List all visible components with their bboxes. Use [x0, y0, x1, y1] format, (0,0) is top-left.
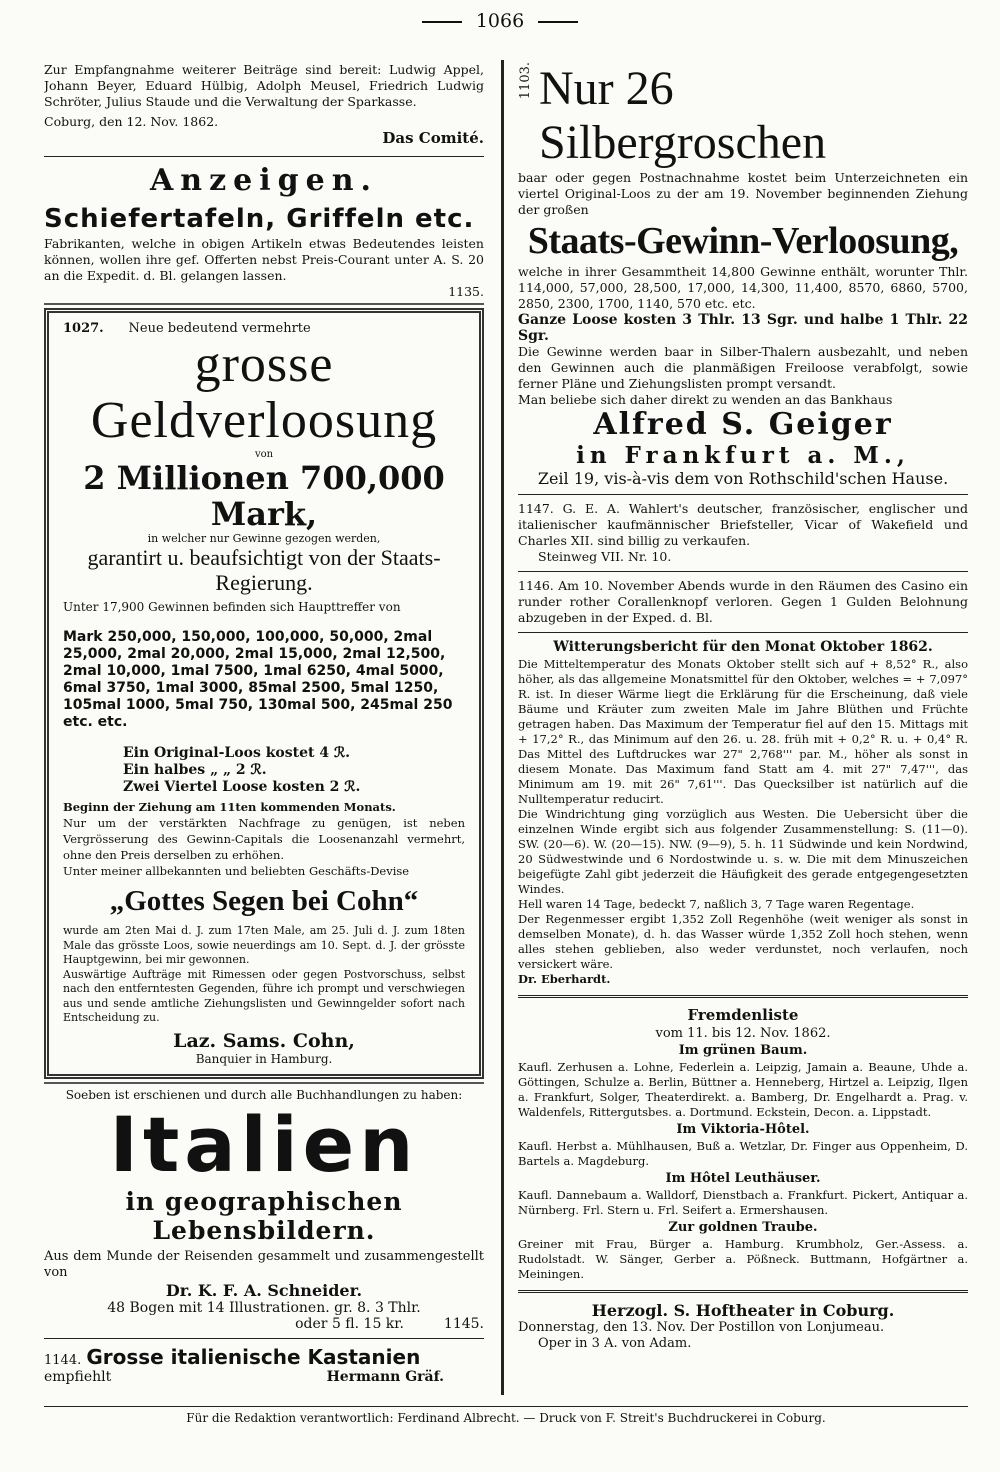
theater-line-1: Donnerstag, den 13. Nov. Der Postillon von Lonjumeau.: [518, 1320, 885, 1335]
footer-imprint: Für die Redaktion verantwortlich: Ferdinand Albrecht. — Druck von F. Streit's Buchdruckerei in Coburg.: [44, 1406, 968, 1425]
hotel-gruener-baum: Im grünen Baum.: [678, 1043, 808, 1058]
schiefertafeln-number: 1135.: [448, 284, 484, 299]
italien-author: Dr. K. F. A. Schneider.: [165, 1280, 363, 1300]
geld-gottes-segen: „Gottes Segen bei Cohn“: [109, 885, 419, 917]
italien-price-row: [44, 1316, 484, 1332]
donation-notice: Zur Empfangnahme weiterer Beiträge sind bereit: Ludwig Appel, Johann Beyer, Eduard Hülbig, Adolph Meusel, Friedrich Ludwig Schröter, Julius Staude und die Verwaltung der Sparkasse.: [44, 62, 484, 109]
notice-date: Coburg, den 12. Nov. 1862.: [44, 114, 219, 129]
italien-intro: Soeben ist erschienen und durch alle Buchhandlungen zu haben:: [65, 1087, 463, 1102]
fremdenliste-date: vom 11. bis 12. Nov. 1862.: [655, 1026, 831, 1041]
italien-title: Italien: [109, 1099, 419, 1189]
ad-1146: 1146. Am 10. November Abends wurde in den Räumen des Casino ein runder rother Corallenknopf verloren. Gegen 1 Gulden Belohnung abzugeben in der Exped. d. Bl.: [518, 578, 968, 625]
geld-text-2: Unter meiner allbekannten und beliebten Geschäfts-Devise: [63, 864, 410, 878]
kastanien-ad: [44, 1345, 484, 1385]
witterung-signature: Dr. Eberhardt.: [518, 972, 611, 986]
italien-text: Aus dem Munde der Reisenden gesammelt und zusammengestellt von: [44, 1248, 484, 1280]
geld-garantirt: garantirt u. beaufsichtigt von der Staats-Regierung.: [87, 545, 441, 595]
right-column: [518, 62, 968, 1392]
geld-text-3: wurde am 2ten Mai d. J. zum 17ten Male, am 25. Juli d. J. zum 18ten Male das grösste Loos, sowie neuerdings am 10. Sept. d. J. der grösste Hauptgewinn, bei mir gewonnen.: [63, 924, 465, 966]
column-divider: [501, 60, 504, 1395]
nur26-row: [518, 62, 968, 170]
divider: [518, 632, 968, 633]
geld-loos-2: Ein halbes „ „ 2 ℛ.: [123, 762, 267, 778]
witterung-heading: Witterungsbericht für den Monat Oktober 1862.: [553, 639, 933, 655]
italien-details: 48 Bogen mit 14 Illustrationen. gr. 8. 3 Thlr.: [107, 1299, 421, 1316]
divider: [518, 995, 968, 998]
theater-heading: Herzogl. S. Hoftheater in Coburg.: [591, 1301, 895, 1320]
geld-loos-3: Zwei Viertel Loose kosten 2 ℛ.: [123, 779, 361, 795]
geiger-address: Zeil 19, vis-à-vis dem von Rothschild'schen Hause.: [537, 469, 949, 488]
divider: [518, 1290, 968, 1293]
witterung-text-4: Der Regenmesser ergibt 1,352 Zoll Regenhöhe (weit weniger als sonst in demselben Monate), d. h. das Wasser würde 1,352 Zoll hoch stehen, wenn alles stehen geblieben, also weder verdunstet, noch verlaufen, noch versickert wäre.: [518, 912, 968, 971]
witterung-text-2: Die Windrichtung ging vorzüglich aus Westen. Die Uebersicht über die einzelnen Winde ergibt sich aus folgender Zusammenstellung: S. (11—0). SW. (20—6). W. (20—15). NW. (9—9), 5. h. 11 Südwinde und kein Nordwind, 20 Südwestwinde und 6 Nordostwinde u. s. w. Die mit dem Minuszeichen beigefügte Zahl gibt jederzeit die Häufigkeit des gerade entgegengesetzten Windes.: [518, 807, 968, 896]
divider: [518, 571, 968, 572]
hotel-viktoria: Im Viktoria-Hôtel.: [676, 1122, 810, 1137]
geiger-location: in Frankfurt a. M.,: [576, 442, 910, 469]
geld-signer-sub: Banquier in Hamburg.: [195, 1051, 333, 1066]
geld-text-4: Auswärtige Aufträge mit Rimessen oder gegen Postvorschuss, selbst nach den entferntesten Gegenden, führe ich prompt und verschwiegen aus und sende amtliche Ziehungslisten und Gewinngelder sofort nach Entscheidung zu.: [63, 967, 465, 1024]
witterung-text-3: Hell waren 14 Tage, bedeckt 7, naßlich 3, 7 Tage waren Regentage.: [518, 897, 915, 911]
lotto-text-5: Man beliebe sich daher direkt zu wenden an das Bankhaus: [518, 392, 893, 407]
geld-prizes: Mark 250,000, 150,000, 100,000, 50,000, 2mal 25,000, 2mal 20,000, 2mal 15,000, 2mal 12,500, 2mal 10,000, 1mal 7500, 1mal 6250, 4mal 5000, 6mal 3750, 1mal 3000, 85mal 2500, 5mal 1250, 105mal 1000, 5mal 750, 130mal 500, 245mal 250 etc. etc.: [63, 629, 453, 730]
ad-1147-address: Steinweg VII. Nr. 10.: [538, 549, 672, 564]
theater-line-2: Oper in 3 A. von Adam.: [538, 1336, 692, 1351]
schiefertafeln-text: Fabrikanten, welche in obigen Artikeln etwas Bedeutendes leisten können, wollen ihre gef. Offerten nebst Preis-Courant unter A. S. 20 an die Expedit. d. Bl. gelangen lassen.: [44, 236, 484, 283]
ad-1147: 1147. G. E. A. Wahlert's deutscher, französischer, englischer und italienischer kaufmännischer Briefsteller, Vicar of Wakefield und Charles XII. sind billig zu verkaufen.: [518, 501, 968, 548]
hotel-goldne-traube-guests: Greiner mit Frau, Bürger a. Hamburg. Krumbholz, Ger.-Assess. a. Rudolstadt. W. Sänger, Gerber a. Pößneck. Buttmann, Hofgärtner a. Meiningen.: [518, 1237, 968, 1281]
geld-header: [63, 321, 465, 337]
italien-subtitle: in geographischen Lebensbildern.: [125, 1186, 403, 1245]
geld-unter: Unter 17,900 Gewinnen befinden sich Haupttreffer von: [63, 600, 401, 614]
geld-beginn: Beginn der Ziehung am 11ten kommenden Monats.: [63, 800, 396, 814]
geld-von: von: [254, 449, 274, 460]
geld-prices: [63, 745, 465, 796]
lotto-text-3: Ganze Loose kosten 3 Thlr. 13 Sgr. und halbe 1 Thlr. 22 Sgr.: [518, 312, 968, 344]
nur26-heading: Nur 26 Silbergroschen: [539, 62, 827, 169]
left-column: [44, 62, 484, 1392]
geiger-name: Alfred S. Geiger: [593, 407, 893, 442]
geld-title: grosse Geldverloosung: [90, 336, 438, 449]
lotto-text-4: Die Gewinne werden baar in Silber-Thalern ausbezahlt, und neben den Gewinnen auch die planmäßigen Freiloose verabfolgt, sowie ferner Pläne und Ziehungslisten prompt versandt.: [518, 344, 968, 391]
kastanien-title: Grosse italienische Kastanien: [86, 1344, 421, 1369]
kastanien-seller: Hermann Gräf.: [326, 1368, 444, 1385]
side-number: 1103.: [518, 62, 533, 100]
witterung-text-1: Die Mitteltemperatur des Monats Oktober stellt sich auf + 8,52° R., also höher, als das allgemeine Monatsmittel für den Oktober, welches = + 7,097° R. ist. In dieser Wärme liegt die Erklärung für die Erscheinung, daß viele Bäume und Kräuter zum zweiten Male im Jahre Blüthen und Früchte getragen haben. Das Maximum der Temperatur fiel auf den 15. Mittags mit + 17,2° R., das Minimum auf den 26. u. 28. früh mit + 0,2° R. u. + 0,4° R. Das Mittel des Luftdruckes war 27" 2,768''' par. M., höher als sonst in diesem Monate. Das Maximum fand Statt am 4. mit 27" 7,47''', das Minimum am 19. mit 26" 7,61'''. Das Quecksilber ist natürlich auf die Nulltemperatur reducirt.: [518, 657, 968, 806]
hotel-gruener-baum-guests: Kaufl. Zerhusen a. Lohne, Federlein a. Leipzig, Jamain a. Beaune, Uhde a. Göttingen, Schulze a. Berlin, Büttner a. Henneberg, Hirtzel a. Leipzig, Ilgen a. Frankfurt, Solger, Theaterdirekt. a. Bamberg, Dr. Engelhardt a. Prag. v. Waldenfels, Rittergutsbes. a. Dortmund. Eckstein, Decon. a. Lippstadt.: [518, 1060, 968, 1119]
schiefertafeln-heading: Schiefertafeln, Griffeln etc.: [44, 204, 475, 234]
lotto-text-1: baar oder gegen Postnachnahme kostet beim Unterzeichneten ein viertel Original-Loos zu der am 19. November beginnenden Ziehung der großen: [518, 170, 968, 217]
kastanien-row: [44, 1369, 484, 1385]
geld-loos-1: Ein Original-Loos kostet 4 ℛ.: [123, 745, 350, 761]
notice-signature: Das Comité.: [382, 129, 484, 147]
divider: [44, 1338, 484, 1339]
geldverloosung-ad: [44, 308, 484, 1079]
staats-heading: Staats-Gewinn-Verloosung,: [527, 220, 959, 262]
divider: [44, 156, 484, 157]
geld-millionen: 2 Millionen 700,000 Mark,: [83, 459, 445, 533]
hotel-goldne-traube: Zur goldnen Traube.: [668, 1220, 818, 1235]
geld-number: 1027.: [63, 321, 104, 336]
hotel-viktoria-guests: Kaufl. Herbst a. Mühlhausen, Buß a. Wetzlar, Dr. Finger aus Oppenheim, D. Bartels a. Magdeburg.: [518, 1139, 968, 1168]
kastanien-empfiehlt: empfiehlt: [44, 1368, 112, 1385]
geld-signer: Laz. Sams. Cohn,: [173, 1029, 355, 1052]
hotel-leuthaeuser-guests: Kaufl. Dannebaum a. Walldorf, Dienstbach a. Frankfurt. Pickert, Antiquar a. Nürnberg. Frl. Stern u. Frl. Seifert a. Ermershausen.: [518, 1188, 968, 1217]
kastanien-number: 1144.: [44, 1352, 82, 1368]
divider: [518, 494, 968, 495]
anzeigen-heading: Anzeigen.: [150, 163, 378, 198]
fremdenliste-heading: Fremdenliste: [687, 1006, 799, 1024]
geld-in-welcher: in welcher nur Gewinne gezogen werden,: [147, 532, 381, 545]
italien-number: 1145.: [443, 1315, 484, 1332]
hotel-leuthaeuser: Im Hôtel Leuthäuser.: [665, 1171, 821, 1186]
lotto-text-2: welche in ihrer Gesammtheit 14,800 Gewinne enthält, worunter Thlr. 114,000, 57,000, 28,500, 17,000, 14,300, 11,400, 8570, 6860, 5700, 2850, 2300, 1700, 1140, 570 etc. etc.: [518, 264, 968, 311]
geld-text-1: Nur um der verstärkten Nachfrage zu genügen, ist neben Vergrösserung des Gewinn-Capitals die Loosenanzahl vermehrt, ohne den Preis derselben zu erhöhen.: [63, 816, 465, 862]
italien-price: oder 5 fl. 15 kr.: [295, 1315, 404, 1332]
page-number: 1066: [0, 10, 1000, 32]
geld-top-line: Neue bedeutend vermehrte: [128, 321, 311, 336]
